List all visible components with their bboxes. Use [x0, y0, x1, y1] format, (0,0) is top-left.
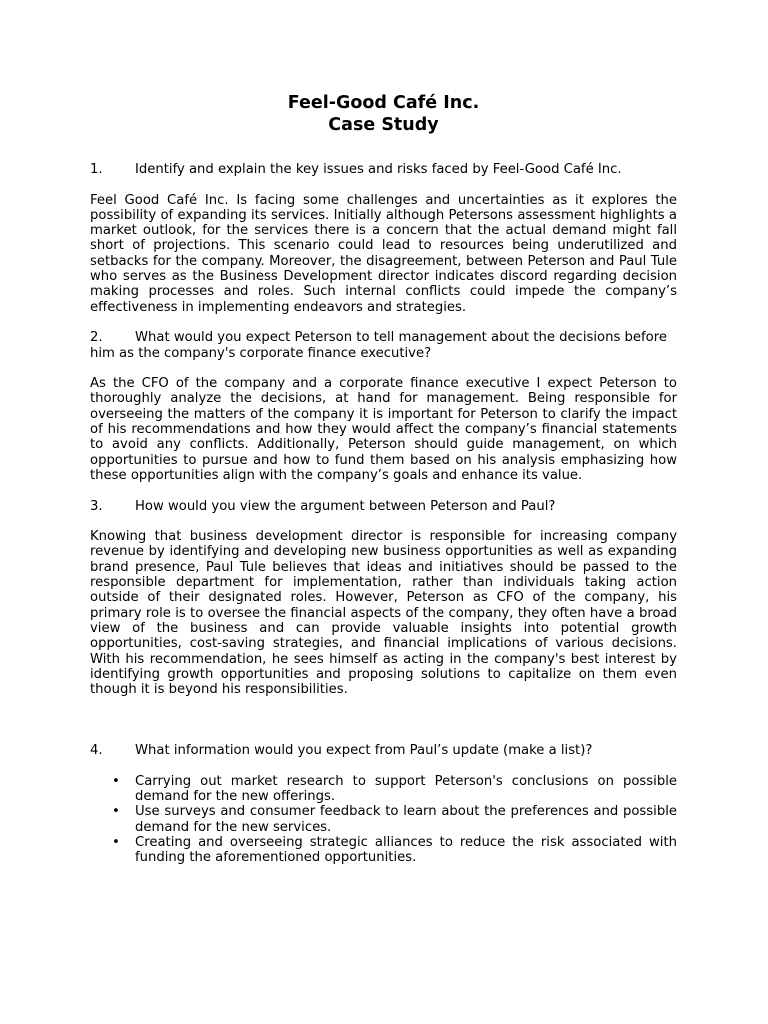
answer-1: Feel Good Café Inc. Is facing some challenges and uncertainties as it explores the possibility of expanding its services. Initially although Petersons assessment highlights a market outlook, for the services there is a concern that the actual demand might fall short of projections. This scenario could lead to resources being underutilized and setbacks for the company. Moreover, the disagreement, between Peterson and Paul Tule who serves as the Business Development director indicates discord regarding decision making processes and roles. Such internal conflicts could impede the company’s effectiveness in implementing endeavors and strategies.: [90, 192, 677, 315]
document-page: [90, 92, 677, 866]
answer-3: Knowing that business development director is responsible for increasing company revenue by identifying and developing new business opportunities as well as expanding brand presence, Paul Tule believes that ideas and initiatives should be passed to the responsible department for implementation, rather than individuals taking action outside of their designated roles. However, Peterson as CFO of the company, his primary role is to oversee the financial aspects of the company, they often have a broad view of the business and can provide valuable insights into potential growth opportunities, cost-saving strategies, and financial implications of various decisions. With his recommendation, he sees himself as acting in the company's best interest by identifying growth opportunities and proposing solutions to capitalize on them even though it is beyond his responsibilities.: [90, 529, 677, 698]
question-1: [90, 162, 677, 177]
bullet-icon: •: [112, 773, 120, 789]
list-item-text: Use surveys and consumer feedback to learn about the preferences and possible demand for the new services.: [135, 804, 677, 835]
list-item: [90, 774, 677, 805]
document-subtitle: Case Study: [328, 115, 439, 135]
question-number: 2.: [90, 330, 103, 346]
question-text: What information would you expect from Paul’s update (make a list)?: [135, 743, 593, 759]
question-number: 1.: [90, 162, 103, 177]
bullet-icon: •: [112, 835, 120, 851]
list-item: [90, 804, 677, 835]
answer-4-list: [90, 774, 677, 866]
question-3: [90, 499, 677, 514]
bullet-icon: •: [112, 804, 120, 820]
question-number: 4.: [90, 743, 103, 759]
document-title: Feel-Good Café Inc.: [287, 93, 480, 113]
question-2: [90, 330, 677, 361]
answer-2: As the CFO of the company and a corporate finance executive I expect Peterson to thoroughly analyze the decisions, at hand for management. Being responsible for overseeing the matters of the company it is important for Peterson to clarify the impact of his recommendations and how they would affect the company’s financial statements to avoid any conflicts. Additionally, Peterson should guide management, on which opportunities to pursue and how to fund them based on his analysis emphasizing how these opportunities align with the company’s goals and enhance its value.: [90, 376, 677, 483]
list-item: [90, 835, 677, 866]
question-text: Identify and explain the key issues and risks faced by Feel-Good Café Inc.: [135, 162, 622, 177]
list-item-text: Creating and overseeing strategic alliances to reduce the risk associated with funding the aforementioned opportunities.: [135, 835, 677, 866]
question-number: 3.: [90, 498, 103, 514]
question-4: [90, 743, 677, 758]
question-text: What would you expect Peterson to tell management about the decisions before him as the company's corporate finance executive?: [90, 330, 667, 361]
question-text: How would you view the argument between Peterson and Paul?: [135, 498, 556, 514]
list-item-text: Carrying out market research to support Peterson's conclusions on possible demand for the new offerings.: [135, 773, 677, 805]
